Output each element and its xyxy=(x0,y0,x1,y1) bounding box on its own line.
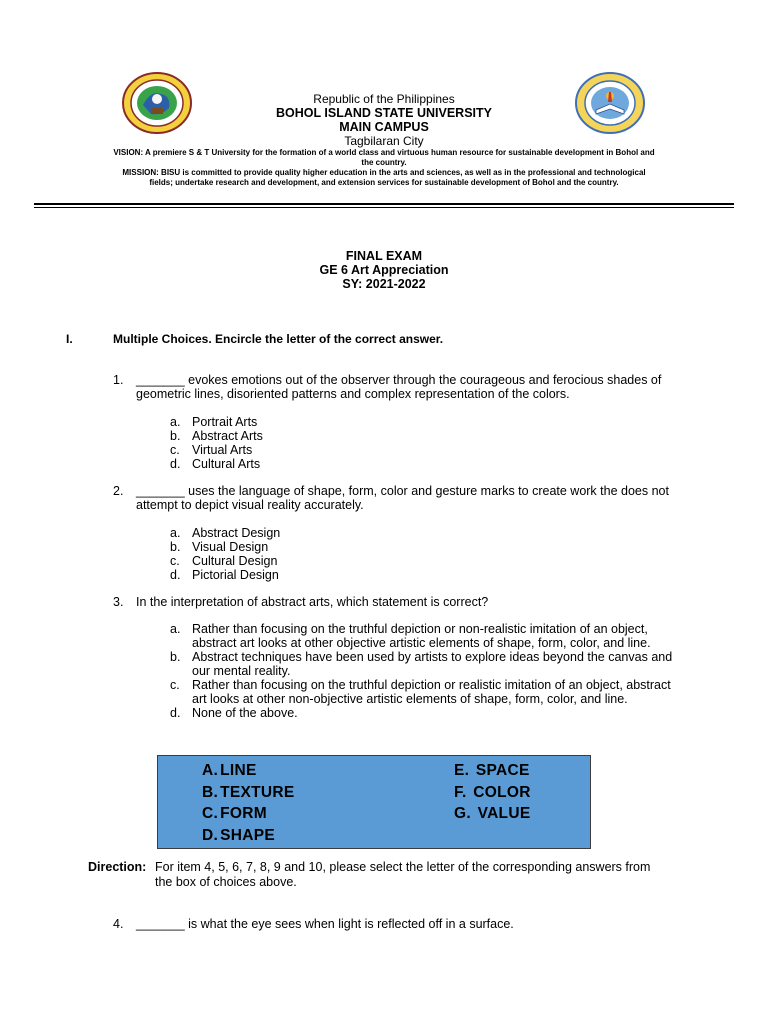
q3-option-c-line-2: art looks at other non-objective artistic elements of shape, form, color, and line. xyxy=(192,692,628,706)
question-2-line-1: _______ uses the language of shape, form, color and gesture marks to create work the does not xyxy=(136,484,669,498)
q2-option-d-letter[interactable]: d. xyxy=(170,568,181,582)
choice-g xyxy=(454,805,530,823)
choice-e-text: SPACE xyxy=(475,762,530,779)
q2-option-a-letter[interactable]: a. xyxy=(170,526,181,540)
q3-option-a-line-1: Rather than focusing on the truthful depiction or non-realistic imitation of an object, xyxy=(192,622,648,636)
section-number: I. xyxy=(66,332,73,346)
header-divider-thin xyxy=(34,207,734,208)
choice-c-text: FORM xyxy=(220,805,267,822)
question-2-text xyxy=(136,484,736,512)
exam-subject: GE 6 Art Appreciation xyxy=(319,263,449,277)
choice-b-letter: B. xyxy=(202,784,219,801)
exam-school-year: SY: 2021-2022 xyxy=(342,277,426,291)
choice-f xyxy=(454,784,531,802)
q3-option-d[interactable]: None of the above. xyxy=(192,706,298,720)
q3-option-d-letter[interactable]: d. xyxy=(170,706,181,720)
question-1-line-1: _______ evokes emotions out of the observer through the courageous and ferocious shades of xyxy=(136,373,662,387)
direction-line-1: For item 4, 5, 6, 7, 8, 9 and 10, please select the letter of the corresponding answers from xyxy=(155,860,651,874)
republic-line: Republic of the Philippines xyxy=(313,92,455,106)
q1-option-a-letter[interactable]: a. xyxy=(170,415,181,429)
q2-option-d[interactable]: Pictorial Design xyxy=(192,568,279,582)
q3-option-c-line-1: Rather than focusing on the truthful depiction or realistic imitation of an object, abstract xyxy=(192,678,671,692)
question-2-line-2: attempt to depict visual reality accurately. xyxy=(136,498,364,512)
q3-option-a-letter[interactable]: a. xyxy=(170,622,181,636)
choices-box xyxy=(157,755,591,849)
q2-option-c-letter[interactable]: c. xyxy=(170,554,180,568)
q1-option-d-letter[interactable]: d. xyxy=(170,457,181,471)
choice-e-letter: E. xyxy=(454,762,470,779)
choice-b xyxy=(202,784,295,802)
question-3-text: In the interpretation of abstract arts, which statement is correct? xyxy=(136,595,489,609)
choice-d-letter: D. xyxy=(202,827,219,844)
vision-line-1: VISION: A premiere S & T University for the formation of a world class and virtuous human resource for sustainable development in Bohol and xyxy=(113,148,655,157)
choice-g-letter: G. xyxy=(454,805,471,822)
question-2-number: 2. xyxy=(113,484,124,498)
choice-a-text: LINE xyxy=(220,762,257,779)
question-3-number: 3. xyxy=(113,595,124,609)
choice-c-letter: C. xyxy=(202,805,219,822)
choice-g-text: VALUE xyxy=(477,805,531,822)
q3-option-a[interactable] xyxy=(192,622,732,650)
university-name: BOHOL ISLAND STATE UNIVERSITY xyxy=(276,106,492,120)
header-divider-thick xyxy=(34,203,734,205)
q1-option-b-letter[interactable]: b. xyxy=(170,429,181,443)
q2-option-a[interactable]: Abstract Design xyxy=(192,526,281,540)
choice-b-text: TEXTURE xyxy=(220,784,295,801)
q2-option-b-letter[interactable]: b. xyxy=(170,540,181,554)
choice-a-letter: A. xyxy=(202,762,219,779)
mission-line-1: MISSION: BISU is committed to provide quality higher education in the arts and sciences, as well as in the professional and technological xyxy=(122,168,646,177)
question-4-text: _______ is what the eye sees when light is reflected off in a surface. xyxy=(136,917,514,931)
q3-option-b-line-2: our mental reality. xyxy=(192,664,291,678)
choice-f-text: COLOR xyxy=(473,784,531,801)
direction-line-2: the box of choices above. xyxy=(155,875,297,889)
section-instruction: Multiple Choices. Encircle the letter of the correct answer. xyxy=(113,332,444,346)
choice-c xyxy=(202,805,267,823)
direction-label: Direction: xyxy=(88,860,147,874)
q3-option-c-letter[interactable]: c. xyxy=(170,678,180,692)
question-4-number: 4. xyxy=(113,917,124,931)
choice-f-letter: F. xyxy=(454,784,467,801)
direction-text xyxy=(155,860,715,890)
choice-d-text: SHAPE xyxy=(220,827,276,844)
exam-title: FINAL EXAM xyxy=(345,249,423,263)
q1-option-a[interactable]: Portrait Arts xyxy=(192,415,258,429)
mission-line-2: fields; undertake research and development, and extension services for sustainable development of Bohol and the country. xyxy=(149,178,619,187)
question-1-text xyxy=(136,373,736,401)
q3-option-b[interactable] xyxy=(192,650,732,678)
q1-option-b[interactable]: Abstract Arts xyxy=(192,429,263,443)
question-1-line-2: geometric lines, disoriented patterns and complex representation of the colors. xyxy=(136,387,570,401)
choice-e xyxy=(454,762,530,780)
choice-d xyxy=(202,827,275,845)
q3-option-b-letter[interactable]: b. xyxy=(170,650,181,664)
q2-option-b[interactable]: Visual Design xyxy=(192,540,269,554)
question-1-number: 1. xyxy=(113,373,124,387)
q3-option-c[interactable] xyxy=(192,678,732,706)
campus-name: MAIN CAMPUS xyxy=(339,120,429,134)
city-name: Tagbilaran City xyxy=(344,134,424,148)
choice-a xyxy=(202,762,257,780)
q1-option-c-letter[interactable]: c. xyxy=(170,443,180,457)
vision-line-2: the country. xyxy=(361,158,407,167)
q3-option-b-line-1: Abstract techniques have been used by artists to explore ideas beyond the canvas and xyxy=(192,650,673,664)
q2-option-c[interactable]: Cultural Design xyxy=(192,554,278,568)
q1-option-c[interactable]: Virtual Arts xyxy=(192,443,253,457)
q3-option-a-line-2: abstract art looks at other objective artistic elements of shape, form, color, and line. xyxy=(192,636,651,650)
q1-option-d[interactable]: Cultural Arts xyxy=(192,457,261,471)
